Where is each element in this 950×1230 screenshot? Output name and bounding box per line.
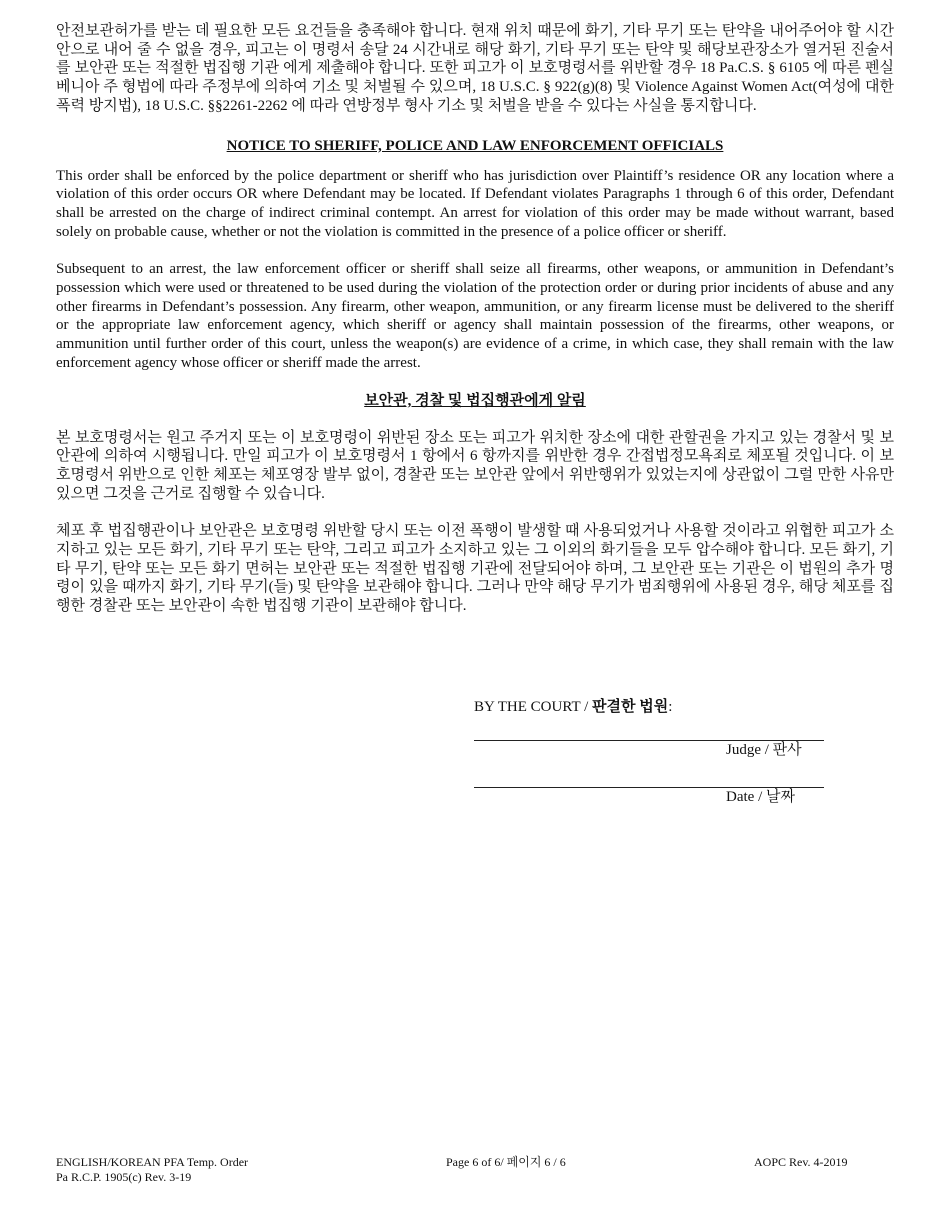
date-label: Date / 날짜 (726, 789, 795, 805)
notice-heading-english: NOTICE TO SHERIFF, POLICE AND LAW ENFORCEMENT OFFICIALS (226, 137, 724, 154)
footer-revision: AOPC Rev. 4-2019 (754, 1155, 848, 1169)
notice-heading-korean: 보안관, 경찰 및 법집행관에게 알림 (364, 392, 586, 409)
signature-block (474, 697, 834, 806)
english-paragraph-enforcement: This order shall be enforced by the police department or sheriff who has jurisdiction over Plaintiff’s residence OR any location where a violation of this order occurs OR where Defendant may be located. If Defendant violates Paragraphs 1 through 6 of this order, Defendant shall be arrested on the charge of indirect criminal contempt. An arrest for violation of this order may be made without warrant, based solely on probable cause, whether or not the violation is committed in the presence of a police officer or sheriff. (56, 167, 894, 240)
footer-form-id (56, 1155, 248, 1185)
footer-page-number: Page 6 of 6/ 페이지 6 / 6 (446, 1155, 566, 1169)
court-label-english: BY THE COURT / (474, 699, 593, 715)
by-the-court-label (474, 697, 834, 717)
footer-rule-reference: Pa R.C.P. 1905(c) Rev. 3-19 (56, 1170, 192, 1184)
court-label-korean: 판결한 법원 (592, 699, 669, 715)
judge-label: Judge / 판사 (726, 742, 802, 758)
korean-paragraph-firearms-notice: 안전보관허가를 받는 데 필요한 모든 요건들을 충족해야 합니다. 현재 위치 때문에 화기, 기타 무기 또는 탄약을 내어주어야 할 시간 안으로 내어 줄 수 없을 경우, 피고는 이 명령서 송달 24 시간내로 해당 화기, 기타 무기 또는 탄약 및 해당보관장소가 열거된 진술서를 보안관 또는 적절한 법집행 기관 에게 제출해야 합니다. 또한 피고가 이 보호명령서를 위반할 경우 18 Pa.C.S. § 6105 에 따른 펜실베니아 주 형법에 따라 주정부에 의하여 기소 및 처벌될 수 있으며, 18 U.S.C. § 922(g)(8) 및 Violence Against Women Act(여성에 대한 폭력 방지법), 18 U.S.C. §§2261-2262 에 따라 연방정부 형사 기소 및 처벌을 받을 수 있다는 사실을 통지합니다. (56, 23, 894, 114)
korean-paragraph-seizure: 체포 후 법집행관이나 보안관은 보호명령 위반할 당시 또는 이전 폭행이 발생할 때 사용되었거나 사용할 것이라고 위협한 피고가 소지하고 있는 모든 화기, 기타 무기 또는 탄약, 그리고 피고가 소지하고 있는 그 이외의 화기들을 모두 압수해야 합니다. 모든 화기, 기타 무기, 탄약 또는 모든 화기 면허는 보안관 또는 적절한 법집행 기관에 전달되어야 하며, 그 보안관 또는 기관은 이 법원의 추가 명령이 있을 때까지 화기, 기타 무기(들) 및 탄약을 보관해야 합니다. 그러나 만약 해당 무기가 범죄행위에 사용된 경우, 해당 체포를 집행한 경찰관 또는 보안관이 속한 법집행 기관이 보관해야 합니다. (56, 523, 894, 615)
court-label-colon: : (668, 699, 673, 715)
korean-paragraph-enforcement: 본 보호명령서는 원고 주거지 또는 이 보호명령이 위반된 장소 또는 피고가 위치한 장소에 대한 관할권을 가지고 있는 경찰서 및 보안관에 의하여 시행됩니다. 만일 피고가 이 보호명령서 1 항에서 6 항까지를 위반한 경우 간접법정모욕죄로 체포될 것입니다. 이 보호명령서 위반으로 인한 체포는 체포영장 발부 없이, 경찰관 또는 보안관 앞에서 위반행위가 있었는지에 상관없이 그럴 만한 사유만 있으면 그것을 근거로 집행할 수 있습니다. (56, 429, 894, 502)
document-body (56, 22, 894, 616)
english-paragraph-seizure: Subsequent to an arrest, the law enforcement officer or sheriff shall seize all firearms, other weapons, or ammunition in Defendant’s possession which were used or threatened to be used during the violation of the protection order or during prior incidents of abuse and any other firearms in Defendant’s possession. Any firearm, other weapon, ammunition, or any firearm license must be delivered to the sheriff or the appropriate law enforcement agency, which sheriff or agency shall maintain possession of the firearms, other weapons, or ammunition until further order of this court, unless the weapon(s) are evidence of a crime, in which case, they shall remain with the law enforcement agency whose officer or sheriff made the arrest. (56, 261, 894, 371)
footer-form-title: ENGLISH/KOREAN PFA Temp. Order (56, 1155, 249, 1169)
